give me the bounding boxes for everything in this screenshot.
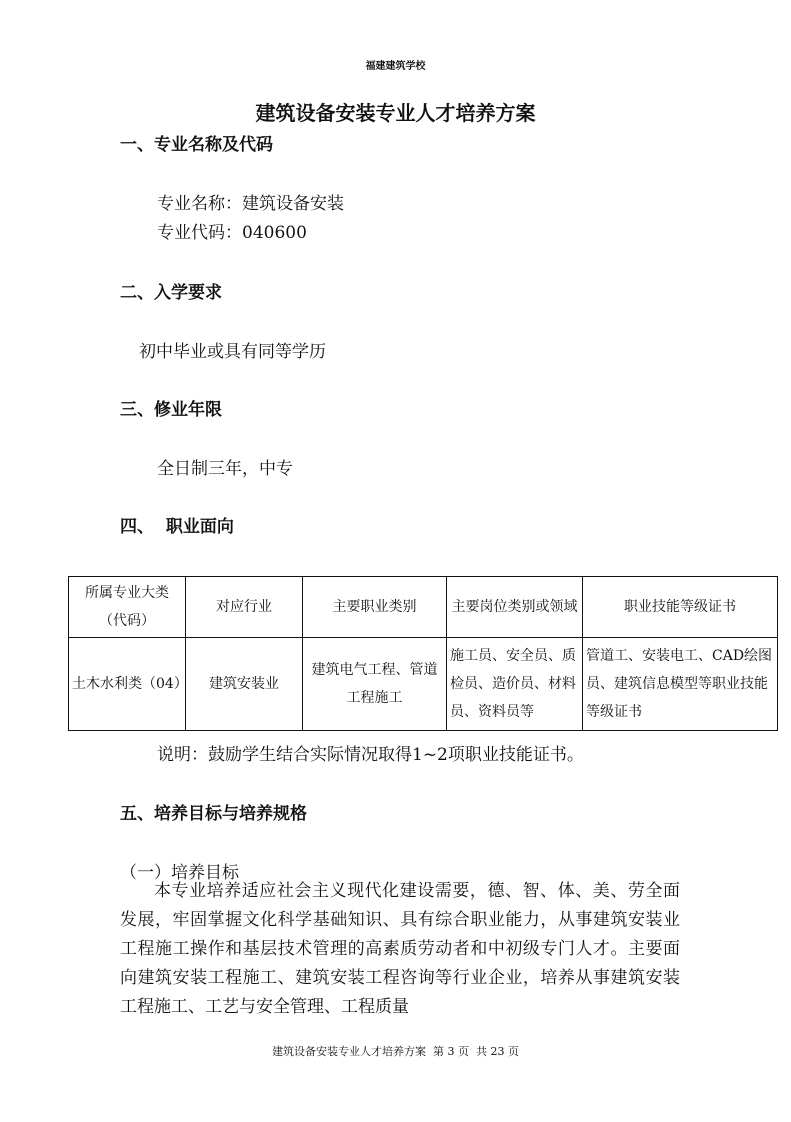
subsection-heading: （一）培养目标: [120, 863, 239, 883]
major-name: 专业名称：建筑设备安装: [157, 194, 344, 214]
training-goal-paragraph: 本专业培养适应社会主义现代化建设需要，德、智、体、美、劳全面发展，牢固掌握文化科学基础知识、具有综合职业能力，从事建筑安装业工程施工操作和基层技术管理的高素质劳动者和中初级专门人才。主要面向建筑安装工程施工、建筑安装工程咨询等行业企业，培养从事建筑安装工程施工、工艺与安全管理、工程质量: [120, 881, 680, 1017]
table-cell: 土木水利类（04）: [69, 638, 186, 731]
table-row: [69, 638, 778, 731]
table-cell: 管道工、安装电工、CAD绘图员、建筑信息模型等职业技能等级证书: [583, 638, 778, 731]
table-header-cell: 职业技能等级证书: [583, 577, 778, 638]
table-header-cell: 主要岗位类别或领域: [447, 577, 583, 638]
study-duration: 全日制三年，中专: [157, 459, 293, 479]
table-cell: 施工员、安全员、质检员、造价员、材料员、资料员等: [447, 638, 583, 731]
table-cell: 建筑电气工程、管道工程施工: [303, 638, 447, 731]
table-header-cell: 对应行业: [186, 577, 303, 638]
table-header-row: [69, 577, 778, 638]
table-note: 说明：鼓励学生结合实际情况取得1~2项职业技能证书。: [157, 745, 584, 765]
section-heading-5: 五、培养目标与培养规格: [120, 804, 307, 824]
admission-requirement: 初中毕业或具有同等学历: [139, 342, 326, 362]
school-header: 福建建筑学校: [365, 61, 426, 72]
section-heading-2: 二、入学要求: [120, 283, 222, 303]
major-code: 专业代码：040600: [157, 223, 307, 243]
section-heading-1: 一、专业名称及代码: [120, 135, 273, 155]
section-heading-4: 四、 职业面向: [120, 517, 234, 537]
section-heading-3: 三、修业年限: [120, 400, 222, 420]
table-header-cell: 主要职业类别: [303, 577, 447, 638]
table-header-cell: 所属专业大类（代码）: [69, 577, 186, 638]
document-title: 建筑设备安装专业人才培养方案: [255, 101, 536, 125]
career-table: [68, 576, 778, 731]
page-footer: 建筑设备安装专业人才培养方案 第 3 页 共 23 页: [272, 1045, 519, 1058]
table-cell: 建筑安装业: [186, 638, 303, 731]
